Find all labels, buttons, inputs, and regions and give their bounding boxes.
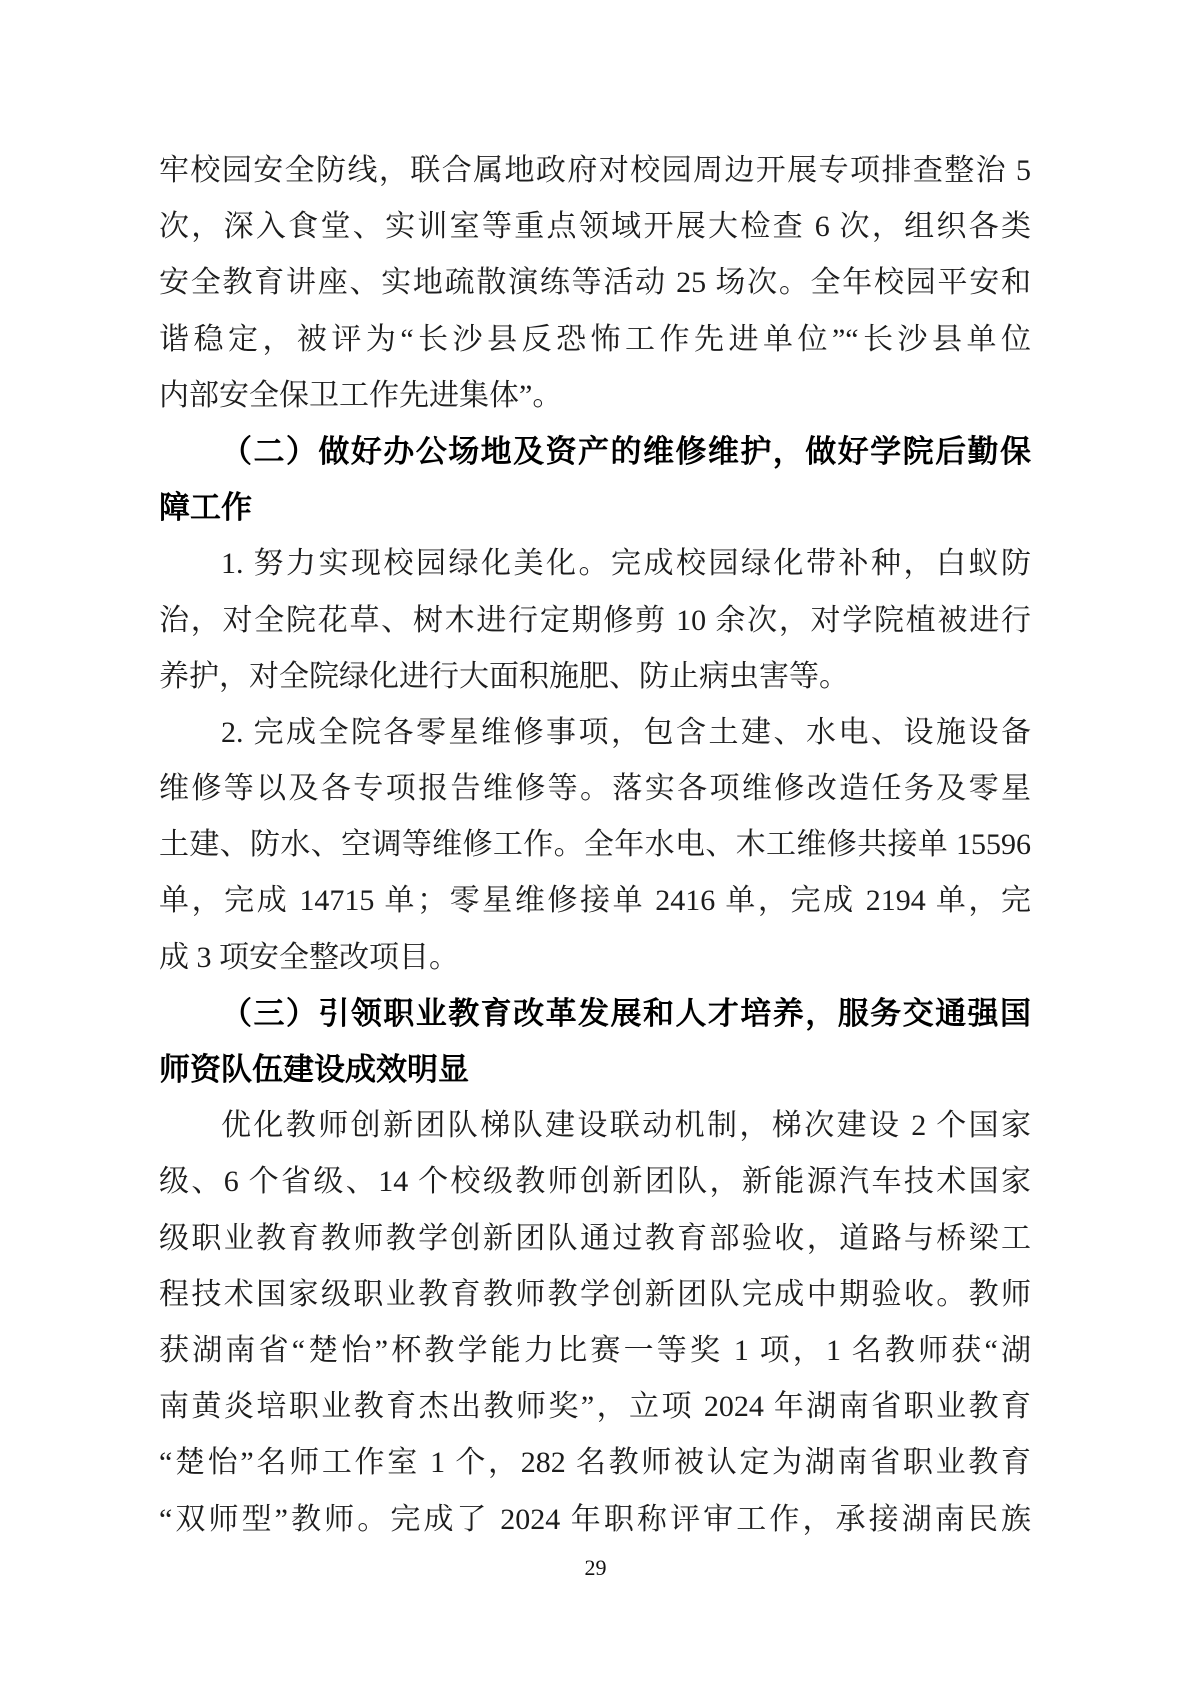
text-line: 1. 努力实现校园绿化美化。完成校园绿化带补种，白蚁防 — [221, 547, 1031, 581]
text-block — [159, 143, 1031, 1548]
section-heading — [159, 424, 1031, 536]
text-line: 获湖南省“楚怡”杯教学能力比赛一等奖 1 项，1 名教师获“湖 — [159, 1333, 1031, 1367]
text-line: 师资队伍建设成效明显 — [159, 1052, 469, 1087]
text-line: 程技术国家级职业教育教师教学创新团队完成中期验收。教师 — [159, 1277, 1031, 1311]
body-paragraph — [159, 1098, 1031, 1548]
text-line: 土建、防水、空调等维修工作。全年水电、木工维修共接单 15596 — [159, 828, 1031, 862]
body-paragraph — [159, 705, 1031, 986]
text-line: 治，对全院花草、树木进行定期修剪 10 余次，对学院植被进行 — [159, 603, 1031, 637]
text-line: 南黄炎培职业教育杰出教师奖”，立项 2024 年湖南省职业教育 — [159, 1390, 1031, 1424]
text-line: 次，深入食堂、实训室等重点领域开展大检查 6 次，组织各类 — [159, 210, 1031, 244]
page-number: 29 — [584, 1555, 607, 1580]
text-line: 牢校园安全防线，联合属地政府对校园周边开展专项排查整治 5 — [159, 154, 1031, 187]
text-line: 级、6 个省级、14 个校级教师创新团队，新能源汽车技术国家 — [159, 1165, 1031, 1199]
body-paragraph — [159, 536, 1031, 705]
text-line: 单，完成 14715 单；零星维修接单 2416 单，完成 2194 单，完 — [159, 884, 1031, 918]
text-line: （二）做好办公场地及资产的维修维护，做好学院后勤保 — [221, 433, 1031, 469]
page-footer — [0, 1553, 1191, 1583]
text-line: “双师型”教师。完成了 2024 年职称评审工作，承接湖南民族 — [159, 1502, 1031, 1536]
text-line: 障工作 — [159, 490, 252, 526]
text-line: 安全教育讲座、实地疏散演练等活动 25 场次。全年校园平安和 — [159, 266, 1031, 300]
text-line: 内部安全保卫工作先进集体”。 — [159, 378, 563, 412]
text-line: 维修等以及各专项报告维修等。落实各项维修改造任务及零星 — [159, 772, 1031, 806]
text-line: 2. 完成全院各零星维修事项，包含土建、水电、设施设备 — [221, 715, 1031, 749]
section-heading — [159, 986, 1031, 1098]
text-line: 级职业教育教师教学创新团队通过教育部验收，道路与桥梁工 — [159, 1221, 1031, 1255]
text-line: 优化教师创新团队梯队建设联动机制，梯次建设 2 个国家 — [221, 1109, 1031, 1143]
text-line: 成 3 项安全整改项目。 — [159, 940, 459, 974]
text-line: 养护，对全院绿化进行大面积施肥、防止病虫害等。 — [159, 659, 849, 693]
text-line: （三）引领职业教育改革发展和人才培养，服务交通强国 — [221, 995, 1031, 1031]
text-line: “楚怡”名师工作室 1 个，282 名教师被认定为湖南省职业教育 — [159, 1446, 1031, 1480]
body-paragraph — [159, 143, 1031, 424]
text-line: 谐稳定，被评为“长沙县反恐怖工作先进单位”“长沙县单位 — [159, 322, 1031, 356]
